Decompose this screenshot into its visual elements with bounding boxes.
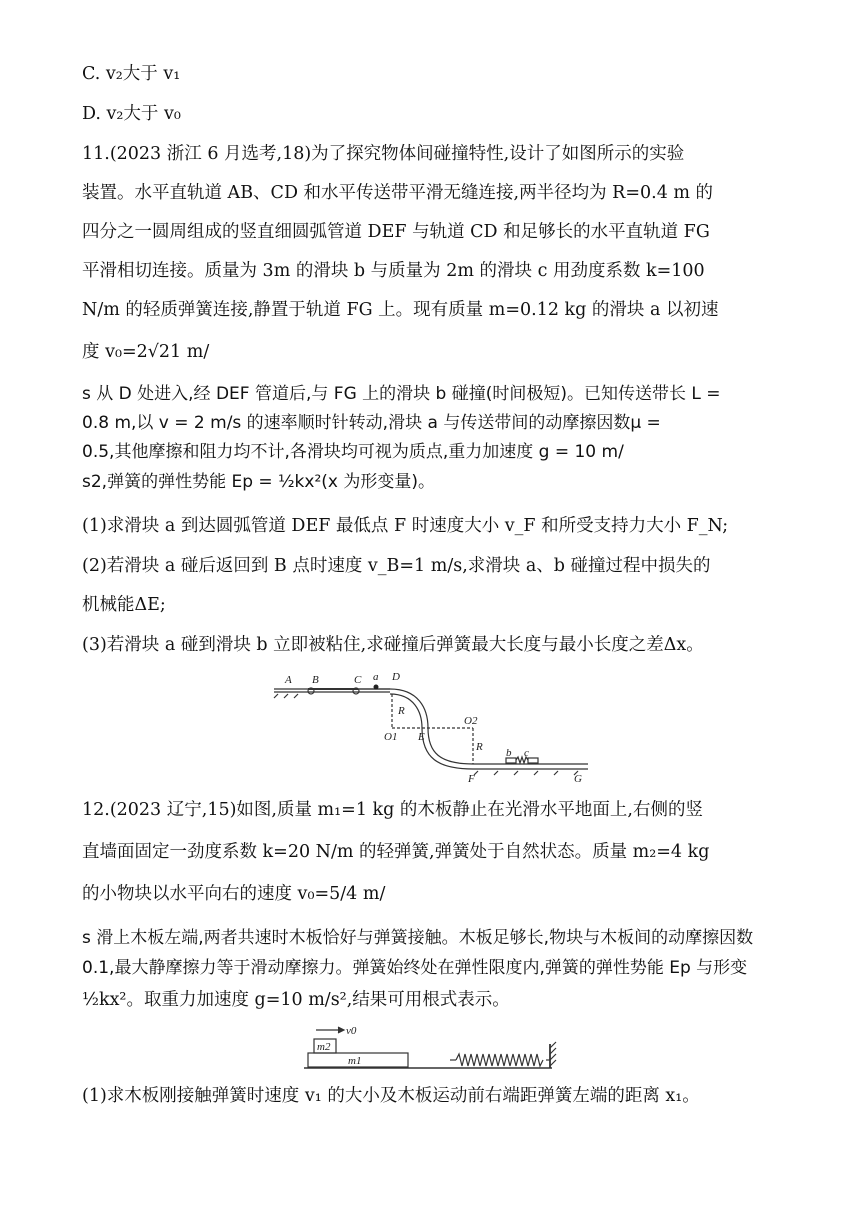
label-r-lower: R [476,741,483,753]
figure-collision-track [268,668,598,788]
question-11-2-cont: 机械能ΔE; [82,595,166,615]
label-c-point: C [354,674,362,686]
option-d: D. v₂大于 v₀ [82,104,181,124]
problem-12-line-3: 的小物块以水平向右的速度 v₀=5/4 m/ [82,884,386,904]
option-c: C. v₂大于 v₁ [82,64,181,84]
problem-11-line-10: s2,弹簧的弹性势能 Ep = ½kx²(x 为形变量)。 [82,472,435,492]
label-m1: m1 [348,1055,362,1067]
problem-11-line-9: 0.5,其他摩擦和阻力均不计,各滑块均可视为质点,重力加速度 g = 10 m/ [82,442,624,462]
label-o2: O2 [464,715,478,727]
label-v0: v0 [346,1025,357,1037]
label-d-point: D [392,671,400,683]
question-11-2: (2)若滑块 a 碰后返回到 B 点时速度 v_B=1 m/s,求滑块 a、b 碰撞过程中损失的 [82,556,711,576]
problem-11-line-2: 装置。水平直轨道 AB、CD 和水平传送带平滑无缝连接,两半径均为 R=0.4 m 的 [82,183,714,203]
label-slider-c: c [524,747,529,759]
label-slider-a: a [373,671,379,683]
label-slider-b: b [506,747,512,759]
problem-11-line-4: 平滑相切连接。质量为 3m 的滑块 b 与质量为 2m 的滑块 c 用劲度系数 k=100 [82,261,705,281]
problem-12-line-2: 直墙面固定一劲度系数 k=20 N/m 的轻弹簧,弹簧处于自然状态。质量 m₂=4 kg [82,842,710,862]
problem-11-line-1: 11.(2023 浙江 6 月选考,18)为了探究物体间碰撞特性,设计了如图所示的实验 [82,144,685,164]
label-a-point: A [285,674,292,686]
problem-12-line-4: s 滑上木板左端,两者共速时木板恰好与弹簧接触。木板足够长,物块与木板间的动摩擦因数 [82,928,754,948]
problem-12-line-1: 12.(2023 辽宁,15)如图,质量 m₁=1 kg 的木板静止在光滑水平地面上,右侧的竖 [82,800,703,820]
question-11-1: (1)求滑块 a 到达圆弧管道 DEF 最低点 F 时速度大小 v_F 和所受支持力大小 F_N; [82,516,729,536]
problem-11-line-3: 四分之一圆周组成的竖直细圆弧管道 DEF 与轨道 CD 和足够长的水平直轨道 FG [82,222,710,242]
label-e-point: E [418,731,425,743]
label-b-point: B [312,674,319,686]
figure-board-spring [300,1022,562,1074]
label-f-point: F [468,773,475,785]
problem-12-line-5: 0.1,最大静摩擦力等于滑动摩擦力。弹簧始终处在弹性限度内,弹簧的弹性势能 Ep 与形变 [82,958,748,978]
question-11-3: (3)若滑块 a 碰到滑块 b 立即被粘住,求碰撞后弹簧最大长度与最小长度之差Δx。 [82,635,704,655]
problem-11-line-5: N/m 的轻质弹簧连接,静置于轨道 FG 上。现有质量 m=0.12 kg 的滑块 a 以初速 [82,300,719,320]
label-m2: m2 [317,1041,331,1053]
problem-11-line-7: s 从 D 处进入,经 DEF 管道后,与 FG 上的滑块 b 碰撞(时间极短)。已知传送带长 L = [82,384,721,404]
problem-11-line-6: 度 v₀=2√21 m/ [82,342,210,362]
label-o1: O1 [384,731,398,743]
problem-12-line-6: ½kx²。取重力加速度 g=10 m/s²,结果可用根式表示。 [82,990,510,1010]
label-r-upper: R [398,705,405,717]
problem-11-line-8: 0.8 m,以 v = 2 m/s 的速率顺时针转动,滑块 a 与传送带间的动摩擦因数μ = [82,413,661,433]
question-12-1: (1)求木板刚接触弹簧时速度 v₁ 的大小及木板运动前右端距弹簧左端的距离 x₁。 [82,1086,700,1106]
label-g-point: G [574,773,582,785]
